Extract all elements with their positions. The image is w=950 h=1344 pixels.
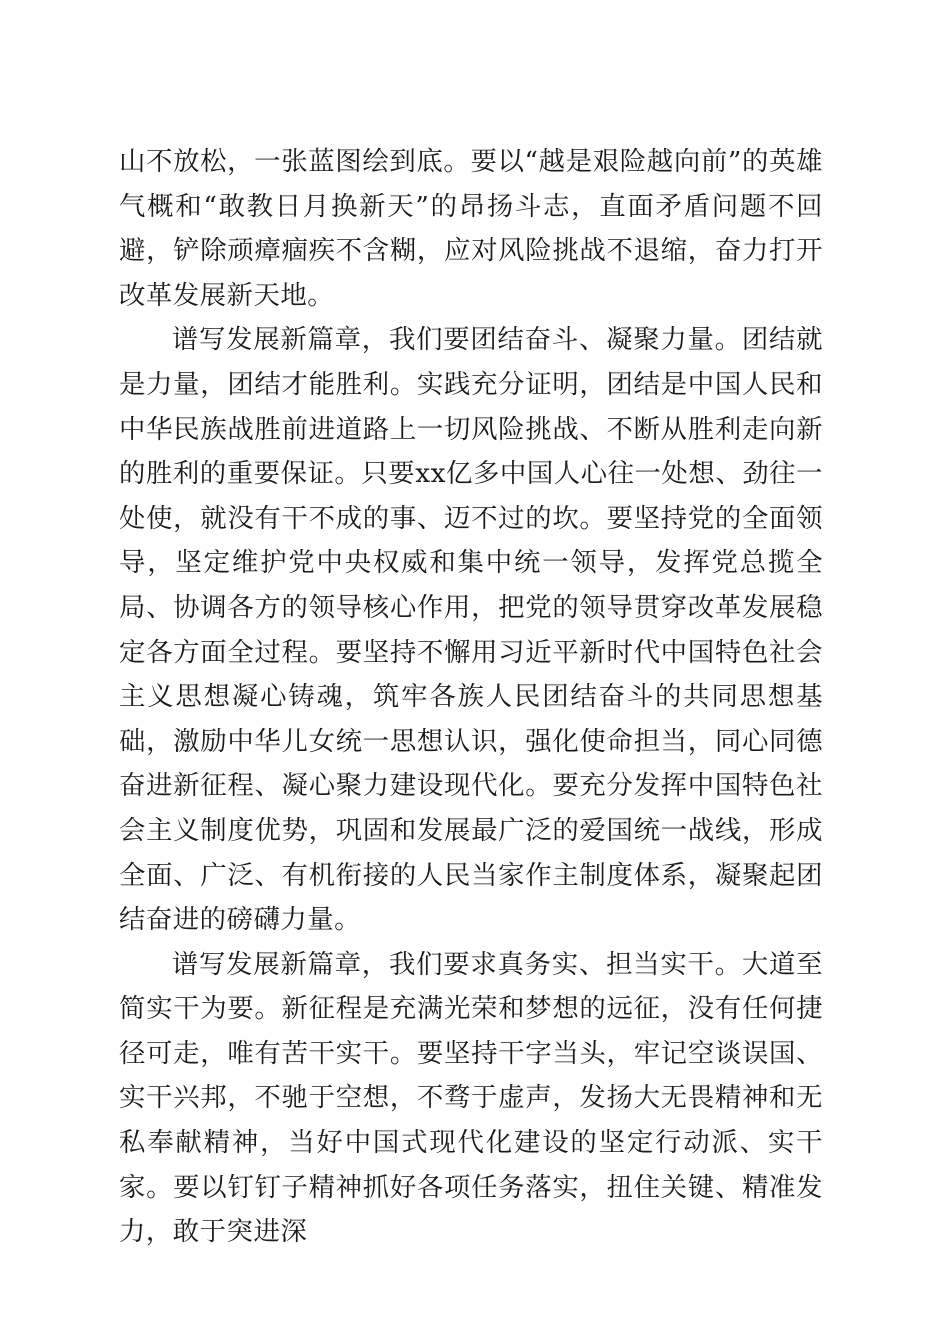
paragraph-continuation: 山不放松，一张蓝图绘到底。要以“越是艰险越向前”的英雄气概和“敢教日月换新天”的昂扬斗志，直面矛盾问题不回避，铲除顽瘴痼疾不含糊，应对风险挑战不退缩，奋力打开改革发展新天地。 <box>119 146 823 311</box>
document-body <box>119 140 823 1255</box>
paragraph-pragmatism: 谱写发展新篇章，我们要求真务实、担当实干。大道至简实干为要。新征程是充满光荣和梦想的远征，没有任何捷径可走，唯有苦干实干。要坚持干字当头，牢记空谈误国、实干兴邦，不驰于空想，不骛于虚声，发扬大无畏精神和无私奉献精神，当好中国式现代化建设的坚定行动派、实干家。要以钉钉子精神抓好各项任务落实，扭住关键、精准发力，敢于突进深 <box>119 948 823 1248</box>
paragraph-unity: 谱写发展新篇章，我们要团结奋斗、凝聚力量。团结就是力量，团结才能胜利。实践充分证明，团结是中国人民和中华民族战胜前进道路上一切风险挑战、不断从胜利走向新的胜利的重要保证。只要xx亿多中国人心往一处想、劲往一处使，就没有干不成的事、迈不过的坎。要坚持党的全面领导，坚定维护党中央权威和集中统一领导，发挥党总揽全局、协调各方的领导核心作用，把党的领导贯穿改革发展稳定各方面全过程。要坚持不懈用习近平新时代中国特色社会主义思想凝心铸魂，筑牢各族人民团结奋斗的共同思想基础，激励中华儿女统一思想认识，强化使命担当，同心同德奋进新征程、凝心聚力建设现代化。要充分发挥中国特色社会主义制度优势，巩固和发展最广泛的爱国统一战线，形成全面、广泛、有机衔接的人民当家作主制度体系，凝聚起团结奋进的磅礴力量。 <box>119 324 823 936</box>
